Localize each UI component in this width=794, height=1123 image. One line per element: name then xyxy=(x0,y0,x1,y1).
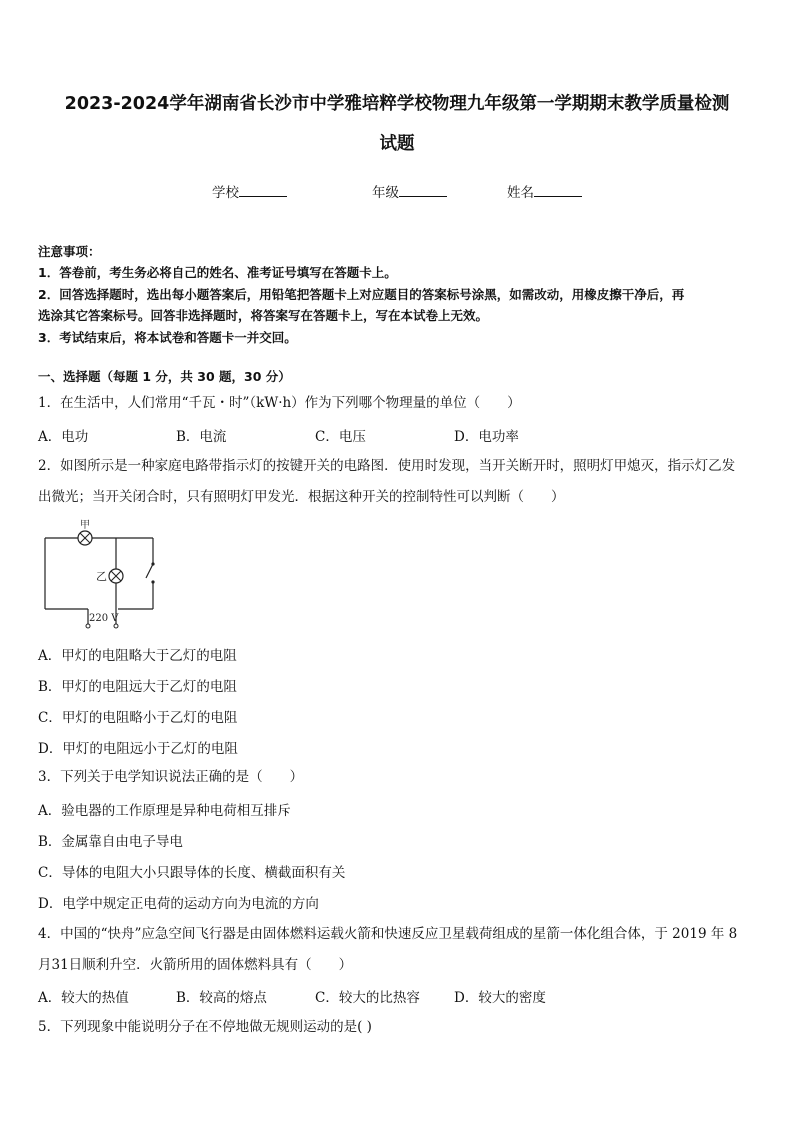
question-1-option-b: B．电流 xyxy=(176,429,227,445)
question-2-option-b: B．甲灯的电阻远大于乙灯的电阻 xyxy=(38,679,237,695)
notice-item: 选涂其它答案标号。回答非选择题时，将答案写在答题卡上，写在本试卷上无效。 xyxy=(38,308,489,323)
name-label: 姓名 xyxy=(507,185,534,201)
question-4-option-b: B．较高的熔点 xyxy=(176,990,267,1006)
notice-item: 2．回答选择题时，选出每小题答案后，用铅笔把答题卡上对应题目的答案标号涂黑，如需改动，用橡皮擦干净后，再 xyxy=(38,287,685,302)
notice-item: 3．考试结束后，将本试卷和答题卡一并交回。 xyxy=(38,330,297,345)
question-4-option-a: A．较大的热值 xyxy=(38,990,129,1006)
school-blank xyxy=(239,184,287,197)
question-1-stem: 1．在生活中，人们常用“千瓦・时”（kW·h）作为下列哪个物理量的单位（ ） xyxy=(38,395,521,411)
question-3-option-a: A．验电器的工作原理是异种电荷相互排斥 xyxy=(38,803,291,819)
question-2-stem: 出微光；当开关闭合时，只有照明灯甲发光．根据这种开关的控制特性可以判断（ ） xyxy=(38,489,565,505)
terminal-icon xyxy=(114,624,118,628)
question-4-stem: 月31日顺利升空．火箭所用的固体燃料具有（ ） xyxy=(38,957,353,973)
voltage-label: 220 V xyxy=(89,613,119,624)
school-field xyxy=(212,181,287,201)
question-1-option-c: C．电压 xyxy=(315,429,366,445)
question-3-option-c: C．导体的电阻大小只跟导体的长度、横截面积有关 xyxy=(38,865,346,881)
terminal-icon xyxy=(86,624,90,628)
grade-label: 年级 xyxy=(372,185,399,201)
question-3-option-b: B．金属靠自由电子导电 xyxy=(38,834,183,850)
name-blank xyxy=(534,184,582,197)
question-2-option-c: C．甲灯的电阻略小于乙灯的电阻 xyxy=(38,710,238,726)
circuit-diagram xyxy=(40,516,165,631)
notice-heading: 注意事项： xyxy=(38,244,101,259)
lamp-b-label: 乙 xyxy=(96,570,107,583)
question-1-option-d: D．电功率 xyxy=(454,429,519,445)
name-field xyxy=(507,181,582,201)
lamp-a-label: 甲 xyxy=(80,520,90,531)
question-3-option-d: D．电学中规定正电荷的运动方向为电流的方向 xyxy=(38,896,319,912)
question-4-stem: 4．中国的“快舟”应急空间飞行器是由固体燃料运载火箭和快速反应卫星载荷组成的星箭一体化组合体，于 2019 年 8 xyxy=(38,926,738,942)
grade-field xyxy=(372,181,447,201)
question-1-option-a: A．电功 xyxy=(38,429,89,445)
question-2-option-a: A．甲灯的电阻略大于乙灯的电阻 xyxy=(38,648,237,664)
section-heading: 一、选择题（每题 1 分，共 30 题，30 分） xyxy=(38,369,291,384)
exam-title-line2: 试题 xyxy=(379,134,415,154)
question-3-stem: 3．下列关于电学知识说法正确的是（ ） xyxy=(38,769,304,785)
lamp-b-icon xyxy=(109,569,123,583)
question-2-stem: 2．如图所示是一种家庭电路带指示灯的按键开关的电路图．使用时发现，当开关断开时，照明灯甲熄灭，指示灯乙发 xyxy=(38,458,736,474)
grade-blank xyxy=(399,184,447,197)
notice-item: 1．答卷前，考生务必将自己的姓名、准考证号填写在答题卡上。 xyxy=(38,265,397,280)
exam-title-line1: 2023-2024学年湖南省长沙市中学雅培粹学校物理九年级第一学期期末教学质量检测 xyxy=(64,94,730,114)
lamp-a-icon xyxy=(78,531,92,545)
question-4-option-d: D．较大的密度 xyxy=(454,990,546,1006)
school-label: 学校 xyxy=(212,185,239,201)
question-5-stem: 5．下列现象中能说明分子在不停地做无规则运动的是( ) xyxy=(38,1019,372,1035)
question-4-option-c: C．较大的比热容 xyxy=(315,990,420,1006)
question-2-option-d: D．甲灯的电阻远小于乙灯的电阻 xyxy=(38,741,238,757)
